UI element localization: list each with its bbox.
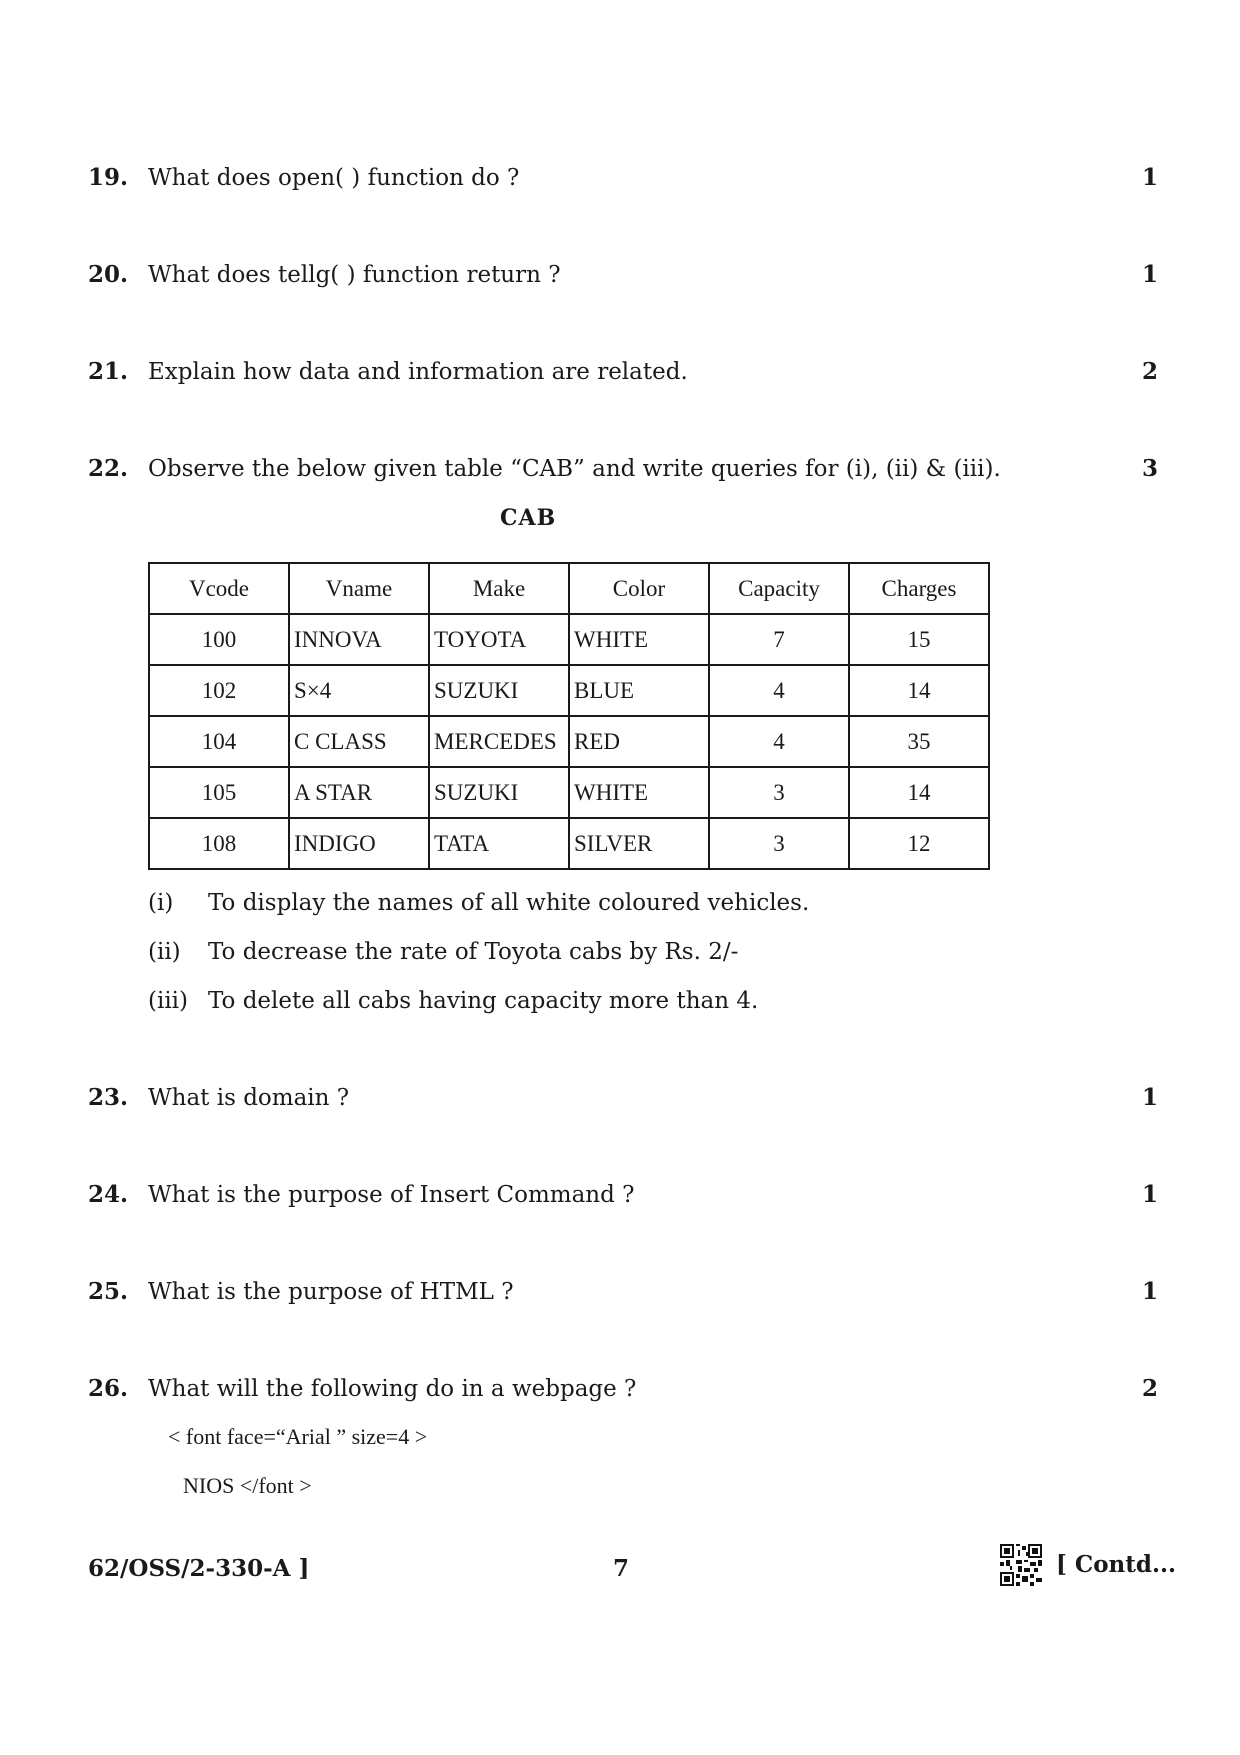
table-cell: S×4 (289, 665, 429, 716)
question-number: 26. (88, 1375, 129, 1402)
table-row (149, 614, 989, 665)
table-cell: MERCEDES (429, 716, 569, 767)
table-header-cell: Capacity (709, 563, 849, 614)
question-marks: 2 (1141, 358, 1158, 385)
sub-part-text: To display the names of all white coloured vehicles. (208, 890, 810, 916)
sub-part-label: (iii) (148, 988, 189, 1014)
table-cell: SUZUKI (429, 767, 569, 818)
table-cell: 3 (709, 818, 849, 869)
table-cell: INNOVA (289, 614, 429, 665)
paper-code: 62/OSS/2-330-A ] (88, 1555, 310, 1582)
table-cell: 4 (709, 716, 849, 767)
question-text: Observe the below given table “CAB” and write queries for (i), (ii) & (iii). (148, 456, 1001, 482)
table-row (149, 665, 989, 716)
sub-part-text: To decrease the rate of Toyota cabs by Rs. 2/- (208, 939, 739, 965)
question-text: Explain how data and information are related. (148, 359, 688, 385)
table-header-cell: Vcode (149, 563, 289, 614)
table-header-cell: Color (569, 563, 709, 614)
table-cell: 100 (149, 614, 289, 665)
table-cell: SUZUKI (429, 665, 569, 716)
question-marks: 1 (1141, 261, 1158, 288)
table-cell: C CLASS (289, 716, 429, 767)
table-cell: 35 (849, 716, 989, 767)
table-row (149, 818, 989, 869)
table-cell: 3 (709, 767, 849, 818)
page-number: 7 (613, 1555, 630, 1582)
table-header-cell: Make (429, 563, 569, 614)
table-cell: 14 (849, 767, 989, 818)
table-cell: 12 (849, 818, 989, 869)
cab-table (148, 562, 990, 870)
html-code-line: NIOS </font > (183, 1473, 312, 1498)
table-cell: 7 (709, 614, 849, 665)
question-text: What will the following do in a webpage ? (148, 1376, 637, 1402)
table-header-row (149, 563, 989, 614)
table-header-cell: Vname (289, 563, 429, 614)
sub-part-text: To delete all cabs having capacity more than 4. (208, 988, 759, 1014)
table-cell: RED (569, 716, 709, 767)
question-text: What is the purpose of Insert Command ? (148, 1182, 635, 1208)
question-number: 19. (88, 164, 129, 191)
table-cell: 102 (149, 665, 289, 716)
table-cell: TATA (429, 818, 569, 869)
question-text: What does tellg( ) function return ? (148, 262, 561, 288)
table-cell: 104 (149, 716, 289, 767)
question-marks: 1 (1141, 1084, 1158, 1111)
table-cell: WHITE (569, 614, 709, 665)
table-cell: 108 (149, 818, 289, 869)
question-marks: 2 (1141, 1375, 1158, 1402)
continued-label: [ Contd... (1056, 1551, 1176, 1578)
table-row (149, 716, 989, 767)
question-marks: 1 (1141, 1278, 1158, 1305)
question-number: 20. (88, 261, 129, 288)
question-number: 22. (88, 455, 129, 482)
table-cell: 105 (149, 767, 289, 818)
table-cell: 14 (849, 665, 989, 716)
html-code-line: < font face=“Arial ” size=4 > (168, 1424, 428, 1449)
question-number: 23. (88, 1084, 129, 1111)
question-text: What is domain ? (148, 1085, 350, 1111)
table-header-cell: Charges (849, 563, 989, 614)
question-marks: 1 (1141, 164, 1158, 191)
table-row (149, 767, 989, 818)
table-cell: BLUE (569, 665, 709, 716)
question-number: 21. (88, 358, 129, 385)
table-cell: 4 (709, 665, 849, 716)
table-cell: A STAR (289, 767, 429, 818)
table-cell: SILVER (569, 818, 709, 869)
question-text: What is the purpose of HTML ? (148, 1279, 514, 1305)
table-cell: WHITE (569, 767, 709, 818)
question-marks: 3 (1141, 455, 1158, 482)
table-cell: 15 (849, 614, 989, 665)
table-title: CAB (500, 505, 557, 531)
sub-part-label: (i) (148, 890, 174, 916)
question-number: 25. (88, 1278, 129, 1305)
question-number: 24. (88, 1181, 129, 1208)
qr-code-icon (1000, 1544, 1042, 1586)
question-text: What does open( ) function do ? (148, 165, 520, 191)
table-cell: INDIGO (289, 818, 429, 869)
table-cell: TOYOTA (429, 614, 569, 665)
sub-part-label: (ii) (148, 939, 181, 965)
question-marks: 1 (1141, 1181, 1158, 1208)
